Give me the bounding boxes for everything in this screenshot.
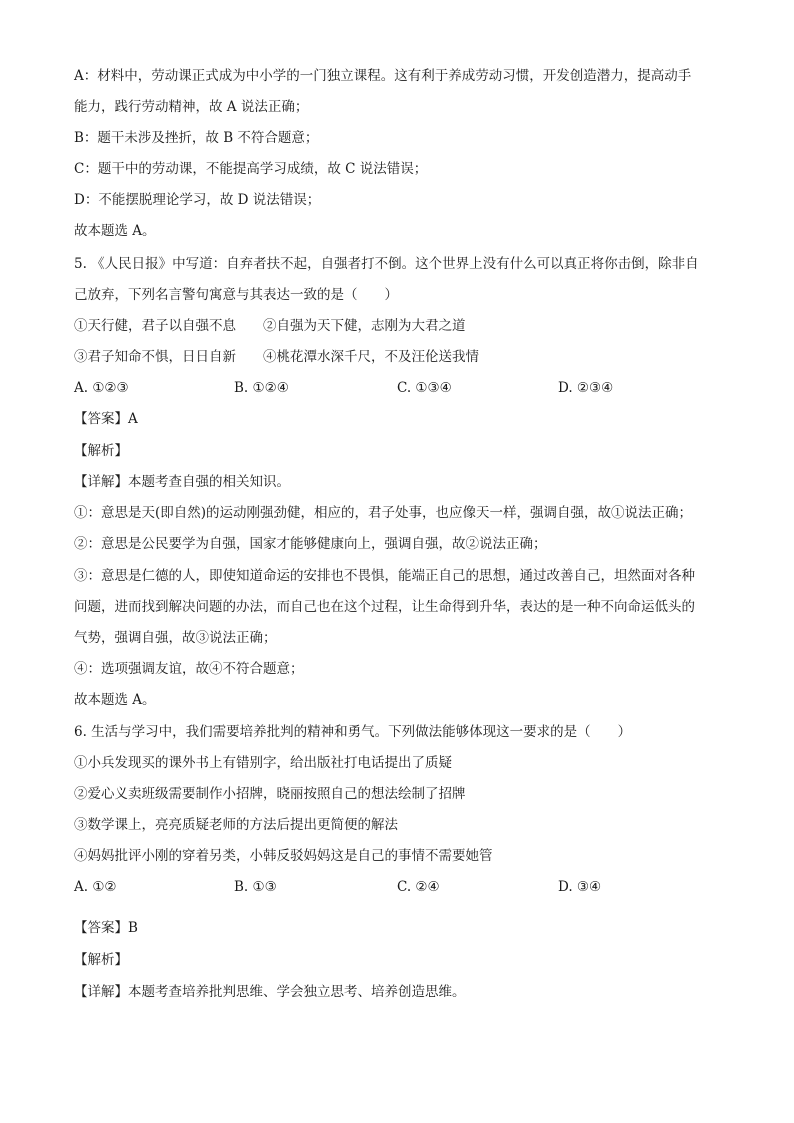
- q5-analysis-label: 【解析】: [74, 443, 128, 459]
- q6-option-a: A. ①②: [74, 879, 117, 895]
- q6-option-c: C. ②④: [397, 879, 440, 895]
- q5-detail-3-line3: 气势，强调自强，故③说法正确；: [74, 630, 277, 646]
- q5-option-b: B. ①②④: [234, 380, 289, 396]
- q5-statements-line2: ③君子知命不惧，日日自新 ④桃花潭水深千尺，不及汪伦送我情: [74, 349, 479, 365]
- q5-statements-line1: ①天行健，君子以自强不息 ②自强为天下健，志刚为大君之道: [74, 318, 466, 334]
- q5-detail-4: ④：选项强调友谊，故④不符合题意；: [74, 661, 304, 677]
- q6-option-b: B. ①③: [234, 879, 277, 895]
- q5-detail-2: ②：意思是公民要学为自强，国家才能够健康向上，强调自强，故②说法正确；: [74, 536, 547, 552]
- q6-option-d: D. ③④: [558, 879, 602, 895]
- q6-statement-3: ③数学课上，亮亮质疑老师的方法后提出更简便的解法: [74, 817, 398, 833]
- q4-analysis-c: C：题干中的劳动课，不能提高学习成绩，故 C 说法错误；: [74, 161, 428, 177]
- q4-analysis-a-line1: A：材料中，劳动课正式成为中小学的一门独立课程。这有利于养成劳动习惯，开发创造潜力，提高动手: [74, 68, 692, 84]
- q6-stem: 6. 生活与学习中，我们需要培养批判的精神和勇气。下列做法能够体现这一要求的是（ ）: [74, 724, 632, 740]
- q5-detail-intro: 【详解】本题考查自强的相关知识。: [74, 474, 290, 490]
- q6-statement-2: ②爱心义卖班级需要制作小招牌，晓丽按照自己的想法绘制了招牌: [74, 786, 466, 802]
- q5-conclusion: 故本题选 A。: [74, 692, 156, 708]
- q5-detail-1: ①：意思是天(即自然)的运动刚强劲健，相应的，君子处事，也应像天一样，强调自强，故①说法正确；: [74, 505, 693, 521]
- q5-detail-3-line1: ③：意思是仁德的人，即使知道命运的安排也不畏惧，能端正自己的思想，通过改善自己，坦然面对各种: [74, 568, 695, 584]
- q6-answer: 【答案】B: [74, 920, 138, 936]
- q5-option-a: A. ①②③: [74, 380, 129, 396]
- q5-option-d: D. ②③④: [558, 380, 614, 396]
- q4-conclusion: 故本题选 A。: [74, 223, 156, 239]
- q5-answer: 【答案】A: [74, 411, 138, 427]
- q4-analysis-a-line2: 能力，践行劳动精神，故 A 说法正确；: [74, 99, 309, 115]
- q4-analysis-b: B：题干未涉及挫折，故 B 不符合题意；: [74, 130, 319, 146]
- q5-option-c: C. ①③④: [397, 380, 452, 396]
- q6-analysis-label: 【解析】: [74, 952, 128, 968]
- q6-detail-intro: 【详解】本题考查培养批判思维、学会独立思考、培养创造思维。: [74, 984, 466, 1000]
- q5-detail-3-line2: 问题，进而找到解决问题的办法，而自己也在这个过程，让生命得到升华，表达的是一种不向命运低头的: [74, 599, 695, 615]
- q5-stem-line1: 5. 《人民日报》中写道：自弃者扶不起，自强者打不倒。这个世界上没有什么可以真正将你击倒，除非自: [74, 256, 699, 272]
- q6-statement-1: ①小兵发现买的课外书上有错别字，给出版社打电话提出了质疑: [74, 755, 452, 771]
- q6-statement-4: ④妈妈批评小刚的穿着另类，小韩反驳妈妈这是自己的事情不需要她管: [74, 848, 493, 864]
- q5-stem-line2: 己放弃，下列名言警句寓意与其表达一致的是（ ）: [74, 287, 398, 303]
- q4-analysis-d: D：不能摆脱理论学习，故 D 说法错误；: [74, 192, 321, 208]
